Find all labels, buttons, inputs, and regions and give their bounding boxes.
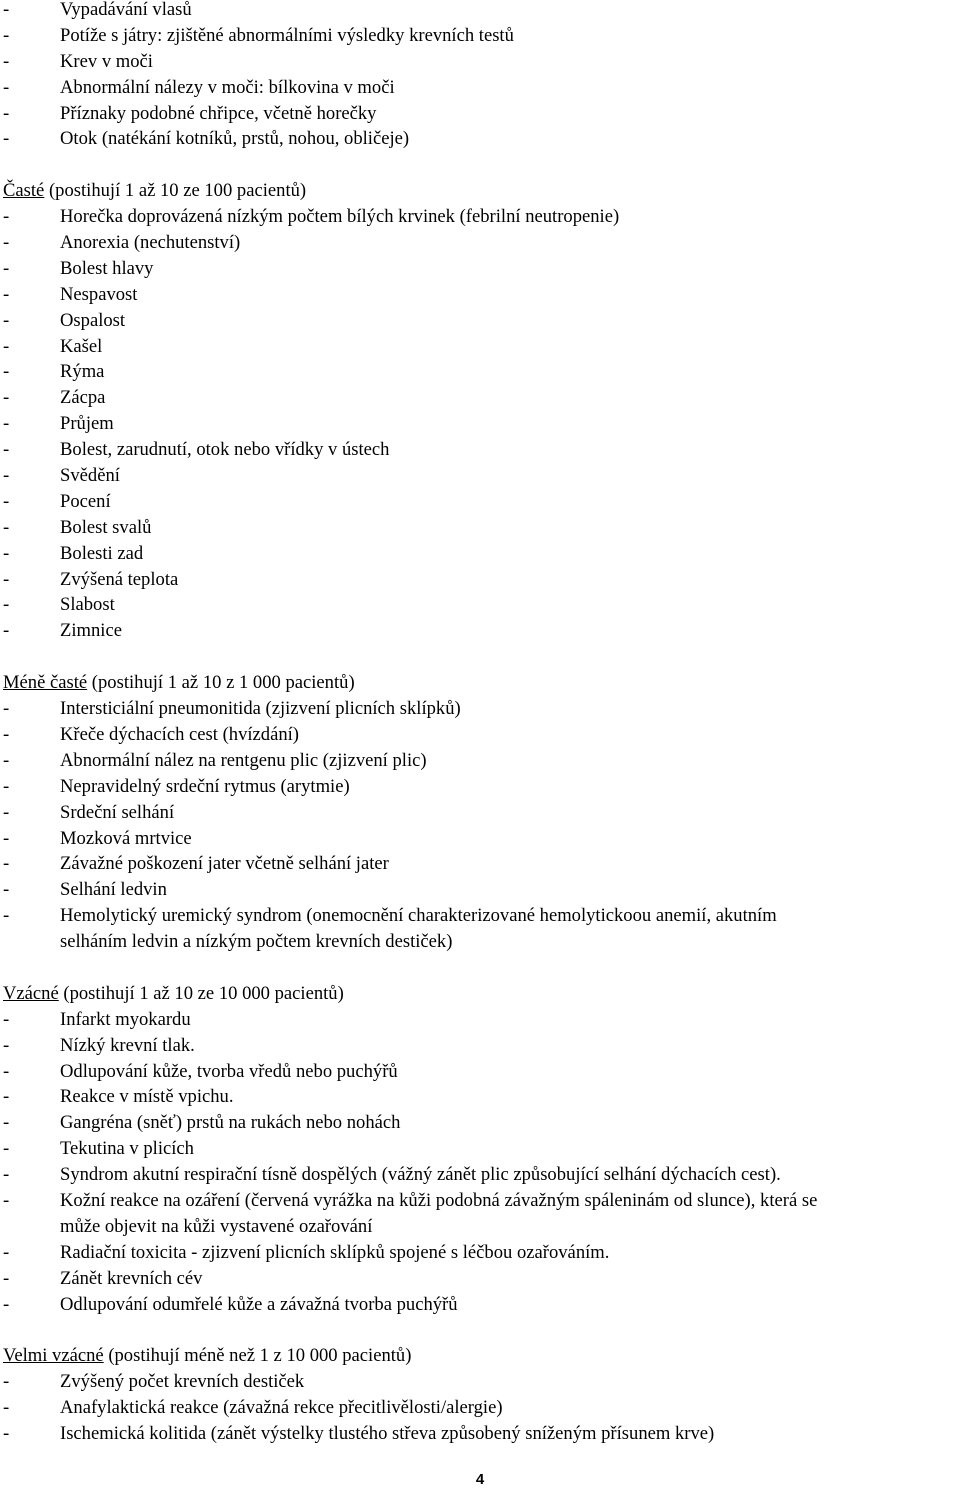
list-item — [3, 1136, 959, 1162]
section-heading — [3, 670, 959, 696]
list-item — [3, 1033, 959, 1059]
bullet-dash: - — [3, 853, 10, 875]
list-item-text: Odlupování odumřelé kůže a závažná tvorba puchýřů — [60, 1293, 458, 1315]
list-item — [3, 696, 959, 722]
list-item-continuation: selháním ledvin a nízkým počtem krevních destiček) — [60, 931, 453, 953]
bullet-dash: - — [3, 723, 10, 745]
bullet-dash: - — [3, 232, 10, 254]
list-item — [3, 49, 959, 75]
list-item — [3, 903, 959, 929]
list-item — [3, 282, 959, 308]
bullet-dash: - — [3, 827, 10, 849]
list-item — [3, 1084, 959, 1110]
bullet-dash: - — [3, 801, 10, 823]
bullet-dash: - — [3, 620, 10, 642]
list-item — [3, 1007, 959, 1033]
frequency-label: Časté — [3, 180, 45, 202]
bullet-dash: - — [3, 413, 10, 435]
section-heading — [3, 178, 959, 204]
list-item-text: Syndrom akutní respirační tísně dospělých (vážný zánět plic způsobující selhání dýchacích cest). — [60, 1164, 781, 1186]
list-item — [3, 1292, 959, 1318]
bullet-dash: - — [3, 542, 10, 564]
frequency-section — [3, 1343, 959, 1447]
bullet-dash: - — [3, 1138, 10, 1160]
list-item-text: Zvýšený počet krevních destiček — [60, 1371, 305, 1393]
list-item-text: Příznaky podobné chřipce, včetně horečky — [60, 102, 377, 124]
list-item — [3, 256, 959, 282]
bullet-dash: - — [3, 206, 10, 228]
frequency-description: (postihují 1 až 10 ze 100 pacientů) — [44, 180, 307, 202]
list-item — [3, 359, 959, 385]
list-item-text: Gangréna (sněť) prstů na rukách nebo nohách — [60, 1112, 401, 1134]
list-item-text: Anorexia (nechutenství) — [60, 232, 241, 254]
bullet-dash: - — [3, 698, 10, 720]
list-item-text: Kožní reakce na ozáření (červená vyrážka na kůži podobná závažným spáleninám od slunce), která se — [60, 1189, 818, 1211]
list-item — [3, 722, 959, 748]
list-item-text: Anafylaktická reakce (závažná rekce přecitlivělosti/alergie) — [60, 1397, 503, 1419]
bullet-dash: - — [3, 24, 10, 46]
list-item — [3, 592, 959, 618]
bullet-dash: - — [3, 1241, 10, 1263]
list-item-text: Bolest, zarudnutí, otok nebo vřídky v ústech — [60, 439, 390, 461]
list-item-text: Zvýšená teplota — [60, 568, 179, 590]
section-spacer — [3, 152, 959, 178]
list-item-text: Zimnice — [60, 620, 122, 642]
list-item — [3, 126, 959, 152]
intro-list — [3, 0, 959, 152]
list-item — [3, 851, 959, 877]
list-item — [3, 748, 959, 774]
bullet-dash: - — [3, 879, 10, 901]
bullet-dash: - — [3, 128, 10, 150]
list-item-text: Zánět krevních cév — [60, 1267, 203, 1289]
frequency-description: (postihují 1 až 10 ze 10 000 pacientů) — [58, 982, 344, 1004]
list-item — [3, 23, 959, 49]
page-number: 4 — [475, 1471, 485, 1488]
frequency-label: Velmi vzácné — [3, 1345, 104, 1367]
list-item — [3, 437, 959, 463]
list-item-text: Odlupování kůže, tvorba vředů nebo puchýřů — [60, 1060, 398, 1082]
list-item-text: Nespavost — [60, 283, 138, 305]
list-item — [3, 567, 959, 593]
list-item — [3, 1059, 959, 1085]
bullet-dash: - — [3, 76, 10, 98]
list-item-text: Abnormální nález na rentgenu plic (zjizvení plic) — [60, 749, 427, 771]
list-item-text: Pocení — [60, 490, 111, 512]
list-item-text: Bolest hlavy — [60, 257, 154, 279]
bullet-dash: - — [3, 361, 10, 383]
list-item — [3, 1421, 959, 1447]
list-item-text: Slabost — [60, 594, 115, 616]
section-heading — [3, 981, 959, 1007]
section-spacer — [3, 955, 959, 981]
list-item-text: Křeče dýchacích cest (hvízdání) — [60, 723, 300, 745]
list-item-text: Mozková mrtvice — [60, 827, 192, 849]
list-item-text: Vypadávání vlasů — [60, 0, 192, 20]
bullet-dash: - — [3, 1293, 10, 1315]
list-item-text: Horečka doprovázená nízkým počtem bílých krvinek (febrilní neutropenie) — [60, 206, 620, 228]
list-item — [3, 334, 959, 360]
section-spacer — [3, 1317, 959, 1343]
document-body — [3, 0, 959, 1447]
list-item — [3, 1266, 959, 1292]
bullet-dash: - — [3, 1422, 10, 1444]
bullet-dash: - — [3, 0, 10, 20]
bullet-dash: - — [3, 568, 10, 590]
list-item-text: Potíže s játry: zjištěné abnormálními výsledky krevních testů — [60, 24, 514, 46]
list-item — [3, 541, 959, 567]
frequency-description: (postihují méně než 1 z 10 000 pacientů) — [103, 1345, 412, 1367]
list-item — [3, 308, 959, 334]
list-item-text: Nepravidelný srdeční rytmus (arytmie) — [60, 775, 350, 797]
list-item-text: Svědění — [60, 465, 120, 487]
list-item — [3, 0, 959, 23]
list-item — [3, 877, 959, 903]
bullet-dash: - — [3, 309, 10, 331]
list-item-text: Tekutina v plicích — [60, 1138, 194, 1160]
list-item-text: Ospalost — [60, 309, 126, 331]
bullet-dash: - — [3, 775, 10, 797]
list-item — [3, 230, 959, 256]
list-item — [3, 515, 959, 541]
list-item — [3, 489, 959, 515]
bullet-dash: - — [3, 1034, 10, 1056]
list-item — [3, 826, 959, 852]
bullet-dash: - — [3, 1060, 10, 1082]
frequency-description: (postihují 1 až 10 z 1 000 pacientů) — [87, 672, 355, 694]
list-item — [3, 1369, 959, 1395]
list-item — [3, 204, 959, 230]
list-item-text: Hemolytický uremický syndrom (onemocnění charakterizované hemolytickoou anemií, akutním — [60, 905, 777, 927]
list-item — [3, 800, 959, 826]
list-item-text: Průjem — [60, 413, 114, 435]
bullet-dash: - — [3, 516, 10, 538]
list-item-text: Otok (natékání kotníků, prstů, nohou, obličeje) — [60, 128, 410, 150]
list-item-text: Infarkt myokardu — [60, 1008, 191, 1030]
section-spacer — [3, 644, 959, 670]
list-item — [3, 1188, 959, 1214]
bullet-dash: - — [3, 1397, 10, 1419]
bullet-dash: - — [3, 102, 10, 124]
section-heading — [3, 1343, 959, 1369]
list-item — [3, 1395, 959, 1421]
list-item-text: Krev v moči — [60, 50, 153, 72]
list-item-text: Závažné poškození jater včetně selhání jater — [60, 853, 389, 875]
frequency-section — [3, 981, 959, 1318]
bullet-dash: - — [3, 1086, 10, 1108]
list-item-text: Zácpa — [60, 387, 106, 409]
list-item — [3, 774, 959, 800]
bullet-dash: - — [3, 905, 10, 927]
bullet-dash: - — [3, 335, 10, 357]
list-item-text: Kašel — [60, 335, 103, 357]
list-item-text: Ischemická kolitida (zánět výstelky tlustého střeva způsobený sníženým přísunem krve) — [60, 1422, 715, 1444]
bullet-dash: - — [3, 1008, 10, 1030]
list-item — [3, 1110, 959, 1136]
bullet-dash: - — [3, 490, 10, 512]
bullet-dash: - — [3, 749, 10, 771]
bullet-dash: - — [3, 1267, 10, 1289]
list-item — [3, 385, 959, 411]
list-item-continuation: může objevit na kůži vystavené ozařování — [60, 1215, 373, 1237]
bullet-dash: - — [3, 50, 10, 72]
list-item-text: Bolest svalů — [60, 516, 152, 538]
list-item-text: Reakce v místě vpichu. — [60, 1086, 234, 1108]
bullet-dash: - — [3, 1189, 10, 1211]
bullet-dash: - — [3, 387, 10, 409]
bullet-dash: - — [3, 594, 10, 616]
list-item-text: Bolesti zad — [60, 542, 144, 564]
bullet-dash: - — [3, 1164, 10, 1186]
list-item-text: Intersticiální pneumonitida (zjizvení plicních sklípků) — [60, 698, 461, 720]
bullet-dash: - — [3, 257, 10, 279]
frequency-section — [3, 178, 959, 644]
list-item-text: Srdeční selhání — [60, 801, 175, 823]
list-item-text: Radiační toxicita - zjizvení plicních sklípků spojené s léčbou ozařováním. — [60, 1241, 610, 1263]
frequency-section — [3, 670, 959, 955]
list-item — [3, 75, 959, 101]
list-item — [3, 618, 959, 644]
list-item — [3, 411, 959, 437]
frequency-label: Méně časté — [3, 672, 88, 694]
frequency-label: Vzácné — [3, 982, 59, 1004]
list-item-text: Nízký krevní tlak. — [60, 1034, 195, 1056]
bullet-dash: - — [3, 439, 10, 461]
list-item — [3, 1240, 959, 1266]
list-item-text: Rýma — [60, 361, 105, 383]
list-item — [3, 1162, 959, 1188]
bullet-dash: - — [3, 465, 10, 487]
list-item — [3, 463, 959, 489]
bullet-dash: - — [3, 283, 10, 305]
list-item-text: Selhání ledvin — [60, 879, 167, 901]
bullet-dash: - — [3, 1112, 10, 1134]
side-effects-sections — [3, 152, 959, 1447]
list-item-text: Abnormální nálezy v moči: bílkovina v moči — [60, 76, 395, 98]
bullet-dash: - — [3, 1371, 10, 1393]
list-item — [3, 101, 959, 127]
